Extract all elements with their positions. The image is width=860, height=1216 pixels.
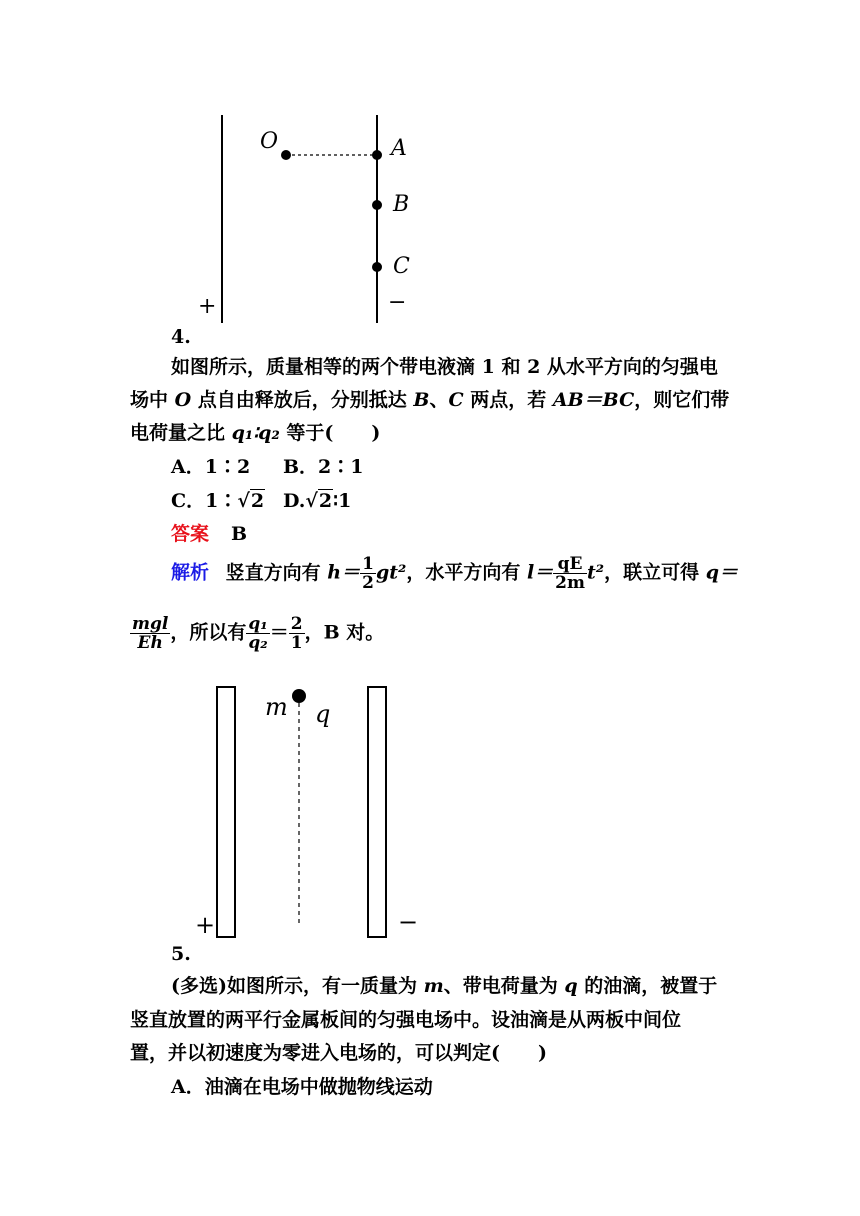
q5-stem-line2: 竖直放置的两平行金属板间的匀强电场中。设油滴是从两板中间位 [130,1009,682,1031]
q4-stem-line1: 如图所示，质量相等的两个带电液滴 1 和 2 从水平方向的匀强电 [171,356,718,378]
oil-drop [292,689,306,703]
plus-sign: + [195,911,216,939]
q5-stem-line1: (多选)如图所示，有一质量为 m、带电荷量为 q 的油滴，被置于 [171,975,718,997]
point-b-dot [372,200,382,210]
minus-sign: − [388,290,407,315]
fraction-q1-q2: $\frac{\text{q₁}}{\text{q₂}}$ [248,614,268,653]
q4-number: 4. [171,326,191,348]
q5-stem-line3: 置，并以初速度为零进入电场的，可以判定( ) [130,1042,547,1064]
point-a-dot [372,150,382,160]
q5-option-a: A．油滴在电场中做抛物线运动 [171,1076,433,1098]
q5-number: 5. [171,943,191,965]
minus-sign: − [398,908,419,936]
q4-stem-line3: 电荷量之比 q₁∶q₂ 等于( ) [130,422,381,444]
label-m: m [265,693,288,721]
q4-analysis-line2: $\frac{\text{mgl}}{Eh}$ ，所以有 $\frac{\text{q₁}}{\text{q₂}}$ ＝ $\frac{2}{1}$ ，B 对。 [132,614,385,653]
label-a: A [391,136,407,161]
q4-option-a: A．1∶2 [171,456,251,478]
q4-stem-line2: 场中 O 点自由释放后，分别抵达 B、C 两点，若 AB＝BC，则它们带 [130,389,730,411]
q4-analysis-line1: 解析 竖直方向有 h＝ $\frac{1}{2}$ gt²，水平方向有 l＝ $\frac{qE}{2m}$ t²，联立可得 q＝ [171,554,739,593]
point-c-dot [372,262,382,272]
fraction-mgl-eh: $\frac{\text{mgl}}{Eh}$ [132,614,169,653]
q5-figure [185,675,435,950]
plus-sign: + [198,294,217,319]
fraction-qe-2m: $\frac{qE}{2m}$ [555,554,585,593]
point-o-dot [281,150,291,160]
q4-option-c: C．1∶√2 [171,490,265,512]
q4-answer: 答案 B [171,523,248,545]
fraction-2-1: $\frac{2}{1}$ [290,614,303,653]
left-plate [217,687,235,937]
fraction-half: $\frac{1}{2}$ [362,554,374,593]
label-q: q [315,700,331,728]
right-plate [368,687,386,937]
q4-figure [185,105,435,340]
label-b: B [393,192,410,217]
label-o: O [260,129,279,154]
q4-option-d: D.√2∶1 [283,490,352,512]
label-c: C [393,254,410,279]
q4-option-b: B．2∶1 [283,456,364,478]
